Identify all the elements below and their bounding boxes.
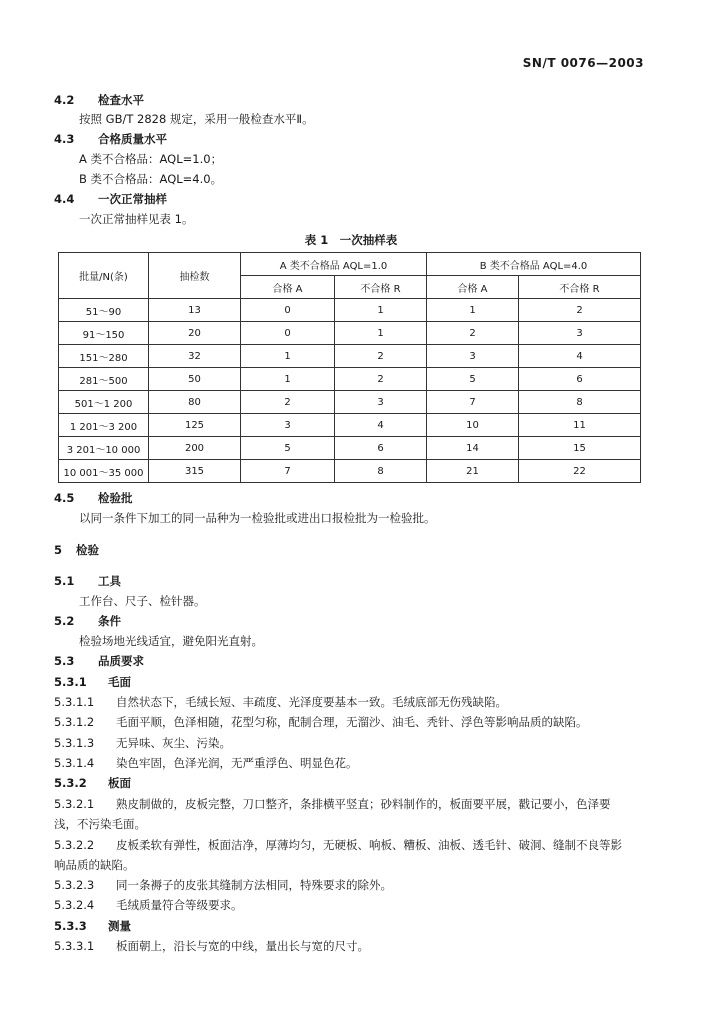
clause-number: 5.3.3.1: [54, 939, 95, 953]
section-number: 5.3: [54, 654, 75, 668]
section-number: 5.1: [54, 574, 75, 588]
section-4-2-heading: [54, 92, 144, 108]
clause-number: 5.3.2.1: [54, 797, 95, 811]
cell-sample: 200: [149, 437, 241, 460]
cell-lot: 10 001～35 000: [59, 460, 149, 483]
clause-5-3-2-1: [54, 796, 611, 812]
clause-5-3-2-3: [54, 877, 392, 893]
section-title: 检验批: [98, 491, 133, 505]
cell-a-reject: 2: [335, 345, 427, 368]
clause-5-3-1-3: [54, 735, 231, 751]
col-header-lot-size: 批量/N(条): [59, 253, 149, 299]
clause-text: 染色牢固，色泽光润，无严重浮色、明显色花。: [116, 756, 358, 770]
cell-b-accept: 1: [427, 299, 519, 322]
col-header-b-reject: 不合格 R: [519, 276, 641, 299]
clause-text: 熟皮制做的，皮板完整，刀口整齐，条排横平竖直；砂料制作的，板面要平展，戳记要小，色泽要: [116, 797, 611, 811]
cell-b-accept: 2: [427, 322, 519, 345]
clause-number: 5.3.1.3: [54, 736, 95, 750]
table-row: [59, 322, 641, 345]
cell-b-reject: 11: [519, 414, 641, 437]
table-row: [59, 368, 641, 391]
clause-5-3-1-4: [54, 755, 358, 771]
clause-text: 皮板柔软有弹性，板面洁净，厚薄均匀，无硬板、响板、糟板、油板、透毛针、破洞、缝制不良等影: [116, 838, 622, 852]
clause-5-3-1-1: [54, 694, 507, 710]
cell-a-reject: 4: [335, 414, 427, 437]
cell-sample: 32: [149, 345, 241, 368]
col-group-a: A 类不合格品 AQL=1.0: [241, 253, 427, 276]
table-row: [59, 460, 641, 483]
cell-a-accept: 2: [241, 391, 335, 414]
section-4-3-line1: A 类不合格品：AQL=1.0；: [79, 152, 223, 166]
table-row: [59, 414, 641, 437]
section-4-4-heading: [54, 191, 167, 207]
cell-b-reject: 3: [519, 322, 641, 345]
clause-text: 自然状态下，毛绒长短、丰疏度、光泽度要基本一致。毛绒底部无伤残缺陷。: [116, 695, 507, 709]
cell-a-accept: 5: [241, 437, 335, 460]
section-5-2-heading: [54, 613, 121, 629]
cell-a-reject: 3: [335, 391, 427, 414]
section-5-2-text: 检验场地光线适宜，避免阳光直射。: [79, 634, 263, 648]
section-5-3-heading: [54, 653, 144, 669]
section-number: 5.3.1: [54, 675, 87, 689]
cell-b-accept: 10: [427, 414, 519, 437]
clause-text: 板面朝上，沿长与宽的中线，量出长与宽的尺寸。: [116, 939, 369, 953]
section-number: 5.2: [54, 614, 75, 628]
cell-b-reject: 15: [519, 437, 641, 460]
cell-a-reject: 8: [335, 460, 427, 483]
cell-b-reject: 8: [519, 391, 641, 414]
cell-sample: 13: [149, 299, 241, 322]
cell-a-reject: 2: [335, 368, 427, 391]
cell-lot: 1 201～3 200: [59, 414, 149, 437]
section-title: 一次正常抽样: [98, 192, 167, 206]
section-title: 检验: [76, 543, 99, 557]
cell-a-reject: 1: [335, 322, 427, 345]
clause-5-3-3-1: [54, 938, 369, 954]
cell-sample: 50: [149, 368, 241, 391]
cell-b-accept: 14: [427, 437, 519, 460]
section-5-1-text: 工作台、尺子、检针器。: [79, 594, 206, 608]
section-5-3-3-heading: [54, 918, 131, 934]
section-title: 条件: [98, 614, 121, 628]
cell-sample: 125: [149, 414, 241, 437]
cell-lot: 281～500: [59, 368, 149, 391]
section-number: 5.3.2: [54, 776, 87, 790]
col-header-a-accept: 合格 A: [241, 276, 335, 299]
clause-number: 5.3.1.4: [54, 756, 95, 770]
clause-number: 5.3.1.2: [54, 715, 95, 729]
cell-b-accept: 21: [427, 460, 519, 483]
standard-code: SN/T 0076—2003: [522, 56, 644, 70]
section-5-3-2-heading: [54, 775, 131, 791]
section-title: 测量: [108, 919, 131, 933]
col-header-b-accept: 合格 A: [427, 276, 519, 299]
clause-5-3-2-2-cont: 响品质的缺陷。: [54, 858, 135, 872]
table-caption: 表 1 一次抽样表: [304, 233, 398, 247]
section-number: 5: [54, 543, 63, 557]
cell-lot: 91～150: [59, 322, 149, 345]
clause-5-3-2-2: [54, 837, 622, 853]
cell-a-reject: 1: [335, 299, 427, 322]
cell-lot: 501～1 200: [59, 391, 149, 414]
section-title: 品质要求: [98, 654, 144, 668]
cell-b-reject: 4: [519, 345, 641, 368]
section-title: 毛面: [108, 675, 131, 689]
cell-b-reject: 22: [519, 460, 641, 483]
cell-a-accept: 3: [241, 414, 335, 437]
table-row: [59, 437, 641, 460]
clause-text: 无异味、灰尘、污染。: [116, 736, 231, 750]
cell-lot: 3 201～10 000: [59, 437, 149, 460]
section-number: 4.2: [54, 93, 75, 107]
cell-b-accept: 7: [427, 391, 519, 414]
clause-text: 毛绒质量符合等级要求。: [116, 898, 243, 912]
section-number: 4.4: [54, 192, 75, 206]
table-row: [59, 299, 641, 322]
clause-number: 5.3.2.4: [54, 898, 95, 912]
section-5-3-1-heading: [54, 674, 131, 690]
section-number: 4.5: [54, 491, 75, 505]
section-4-2-text: 按照 GB/T 2828 规定，采用一般检查水平Ⅱ。: [79, 112, 314, 126]
cell-a-accept: 1: [241, 368, 335, 391]
section-number: 5.3.3: [54, 919, 87, 933]
section-4-5-text: 以同一条件下加工的同一品种为一检验批或进出口报检批为一检验批。: [79, 511, 436, 525]
clause-number: 5.3.1.1: [54, 695, 95, 709]
section-title: 检查水平: [98, 93, 144, 107]
section-title: 板面: [108, 776, 131, 790]
section-5-heading: [54, 542, 99, 558]
section-4-4-text: 一次正常抽样见表 1。: [79, 212, 194, 226]
section-5-1-heading: [54, 573, 121, 589]
cell-a-accept: 7: [241, 460, 335, 483]
section-4-3-line2: B 类不合格品：AQL=4.0。: [79, 172, 223, 186]
cell-sample: 20: [149, 322, 241, 345]
cell-a-accept: 0: [241, 322, 335, 345]
table-row: [59, 391, 641, 414]
cell-a-accept: 1: [241, 345, 335, 368]
cell-b-reject: 2: [519, 299, 641, 322]
clause-5-3-2-1-cont: 浅，不污染毛面。: [54, 817, 146, 831]
table-row: [59, 345, 641, 368]
clause-number: 5.3.2.2: [54, 838, 95, 852]
section-4-3-heading: [54, 131, 167, 147]
cell-b-accept: 5: [427, 368, 519, 391]
clause-number: 5.3.2.3: [54, 878, 95, 892]
col-header-a-reject: 不合格 R: [335, 276, 427, 299]
section-title: 合格质量水平: [98, 132, 167, 146]
col-header-sample-size: 抽检数: [149, 253, 241, 299]
cell-sample: 80: [149, 391, 241, 414]
cell-b-accept: 3: [427, 345, 519, 368]
cell-lot: 51～90: [59, 299, 149, 322]
section-title: 工具: [98, 574, 121, 588]
cell-a-reject: 6: [335, 437, 427, 460]
col-group-b: B 类不合格品 AQL=4.0: [427, 253, 641, 276]
clause-5-3-2-4: [54, 897, 243, 913]
section-4-5-heading: [54, 490, 133, 506]
cell-lot: 151～280: [59, 345, 149, 368]
clause-5-3-1-2: [54, 714, 588, 730]
clause-text: 同一条褥子的皮张其缝制方法相同，特殊要求的除外。: [116, 878, 392, 892]
clause-text: 毛面平顺，色泽相随，花型匀称，配制合理，无溜沙、油毛、秃针、浮色等影响品质的缺陷。: [116, 715, 588, 729]
section-number: 4.3: [54, 132, 75, 146]
cell-a-accept: 0: [241, 299, 335, 322]
sampling-table: [58, 252, 641, 483]
cell-sample: 315: [149, 460, 241, 483]
cell-b-reject: 6: [519, 368, 641, 391]
